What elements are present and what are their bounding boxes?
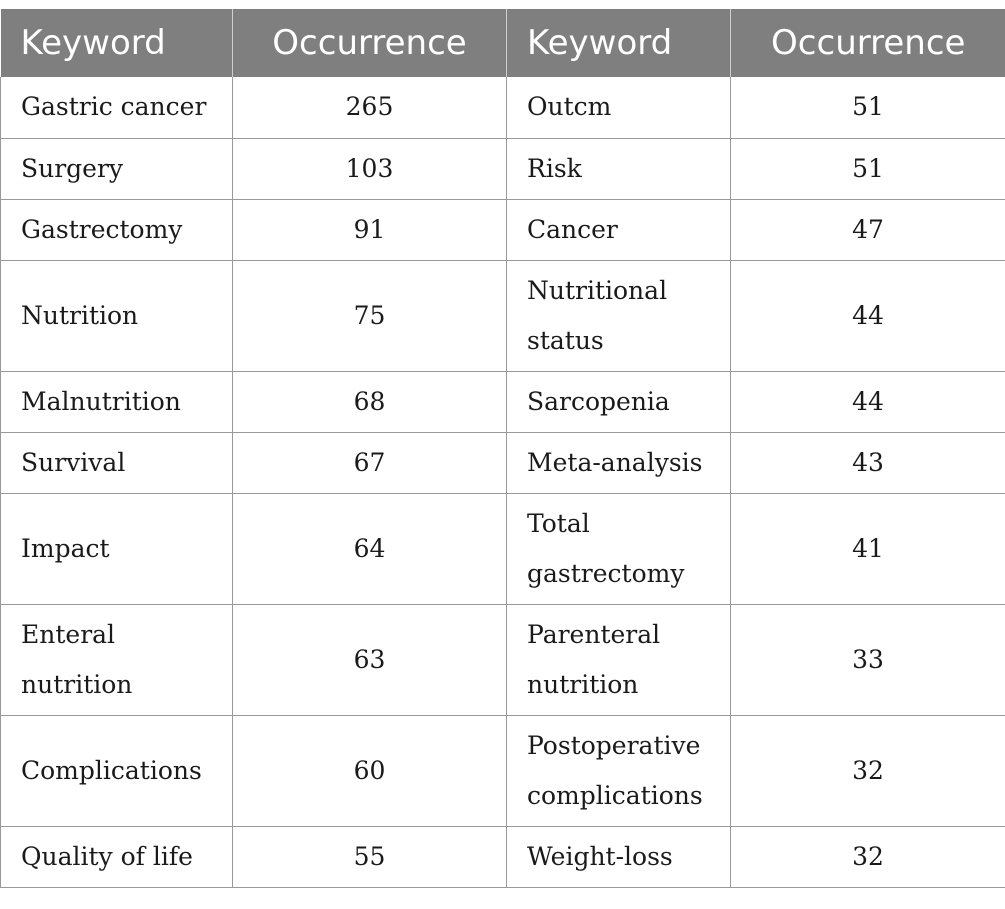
keyword-cell: Surgery [1, 138, 233, 199]
table-row [1, 77, 1005, 138]
occurrence-cell: 51 [731, 138, 1005, 199]
occurrence-cell: 64 [233, 493, 507, 604]
keyword-cell: Nutritional status [507, 260, 731, 371]
occurrence-cell: 47 [731, 199, 1005, 260]
header-occurrence-1: Occurrence [233, 9, 507, 77]
keyword-cell: Postoperative complications [507, 715, 731, 826]
keyword-cell: Weight-loss [507, 826, 731, 887]
header-row [1, 9, 1005, 77]
keyword-cell: Parenteral nutrition [507, 604, 731, 715]
keyword-cell: Total gastrectomy [507, 493, 731, 604]
table-row [1, 826, 1005, 887]
occurrence-cell: 63 [233, 604, 507, 715]
occurrence-cell: 265 [233, 77, 507, 138]
keyword-cell: Outcm [507, 77, 731, 138]
occurrence-cell: 67 [233, 432, 507, 493]
keyword-cell: Quality of life [1, 826, 233, 887]
occurrence-cell: 44 [731, 260, 1005, 371]
table-row [1, 199, 1005, 260]
occurrence-cell: 32 [731, 826, 1005, 887]
occurrence-cell: 75 [233, 260, 507, 371]
keyword-occurrence-table [0, 9, 1005, 888]
occurrence-cell: 33 [731, 604, 1005, 715]
keyword-cell: Cancer [507, 199, 731, 260]
occurrence-cell: 51 [731, 77, 1005, 138]
table-header [1, 9, 1005, 77]
occurrence-cell: 68 [233, 371, 507, 432]
table-row [1, 493, 1005, 604]
table-row [1, 715, 1005, 826]
occurrence-cell: 60 [233, 715, 507, 826]
keyword-cell: Malnutrition [1, 371, 233, 432]
occurrence-cell: 55 [233, 826, 507, 887]
keyword-cell: Sarcopenia [507, 371, 731, 432]
keyword-cell: Risk [507, 138, 731, 199]
occurrence-cell: 91 [233, 199, 507, 260]
table-row [1, 138, 1005, 199]
occurrence-cell: 41 [731, 493, 1005, 604]
occurrence-cell: 44 [731, 371, 1005, 432]
keyword-cell: Impact [1, 493, 233, 604]
table-row [1, 604, 1005, 715]
header-keyword-2: Keyword [507, 9, 731, 77]
keyword-cell: Complications [1, 715, 233, 826]
occurrence-cell: 43 [731, 432, 1005, 493]
table-row [1, 260, 1005, 371]
keyword-cell: Nutrition [1, 260, 233, 371]
header-keyword-1: Keyword [1, 9, 233, 77]
keyword-cell: Gastrectomy [1, 199, 233, 260]
header-occurrence-2: Occurrence [731, 9, 1005, 77]
keyword-cell: Survival [1, 432, 233, 493]
table-body [1, 77, 1005, 887]
keyword-cell: Enteral nutrition [1, 604, 233, 715]
keyword-cell: Meta-analysis [507, 432, 731, 493]
occurrence-cell: 103 [233, 138, 507, 199]
table-row [1, 432, 1005, 493]
occurrence-cell: 32 [731, 715, 1005, 826]
keyword-cell: Gastric cancer [1, 77, 233, 138]
table-row [1, 371, 1005, 432]
